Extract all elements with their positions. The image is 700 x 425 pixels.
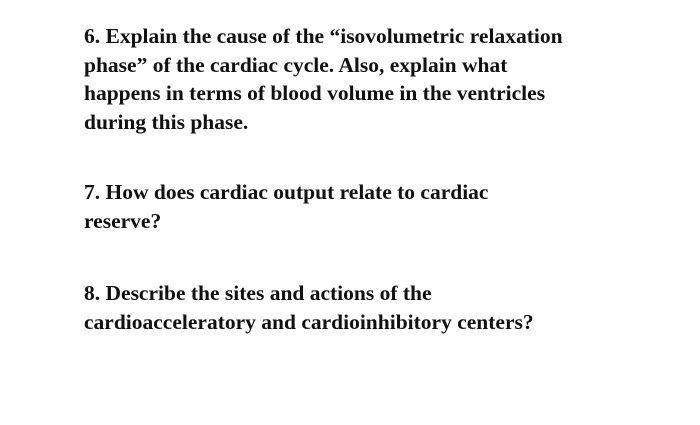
question-7-line-2: reserve? xyxy=(84,208,162,233)
question-8-line-2: cardioacceleratory and cardioinhibitory centers? xyxy=(84,309,534,334)
question-8 xyxy=(84,279,644,336)
question-6-line-1: 6. Explain the cause of the “isovolumetric relaxation xyxy=(84,24,563,48)
question-7 xyxy=(84,178,644,235)
question-6 xyxy=(84,22,644,136)
question-6-line-2: phase” of the cardiac cycle. Also, explain what xyxy=(84,52,508,77)
question-6-line-4: during this phase. xyxy=(84,109,249,134)
question-8-line-1: 8. Describe the sites and actions of the xyxy=(84,281,432,305)
question-7-line-1: 7. How does cardiac output relate to cardiac xyxy=(84,180,489,204)
question-6-line-3: happens in terms of blood volume in the ventricles xyxy=(84,81,546,105)
